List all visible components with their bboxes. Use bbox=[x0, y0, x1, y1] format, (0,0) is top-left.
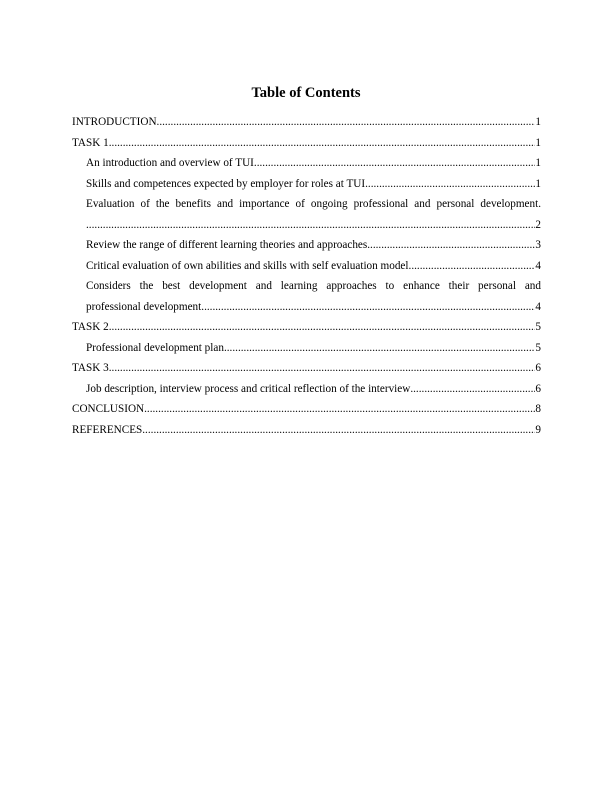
toc-entry-page: 1 bbox=[535, 136, 541, 149]
toc-entry-learning-theories[interactable] bbox=[72, 235, 541, 256]
toc-entry-page: 5 bbox=[535, 321, 541, 333]
toc-entry-task-2[interactable] bbox=[72, 317, 541, 338]
dot-leader bbox=[86, 215, 535, 236]
toc-entry-page: 1 bbox=[535, 157, 541, 169]
toc-entry-label: TASK 3 bbox=[72, 362, 109, 374]
toc-entry-references[interactable] bbox=[72, 420, 541, 441]
toc-entry-introduction[interactable] bbox=[72, 112, 541, 133]
dot-leader bbox=[144, 399, 535, 420]
toc-entry-page: 9 bbox=[535, 423, 541, 436]
toc-entry-skills-competences[interactable] bbox=[72, 174, 541, 195]
toc-entry-page: 2 bbox=[535, 218, 541, 231]
toc-entry-page: 6 bbox=[535, 382, 541, 395]
toc-entry-task-1[interactable] bbox=[72, 133, 541, 154]
dot-leader bbox=[365, 174, 535, 195]
dot-leader bbox=[109, 358, 536, 379]
toc-entry-label: professional development bbox=[86, 300, 202, 313]
toc-entry-conclusion[interactable] bbox=[72, 399, 541, 420]
dot-leader bbox=[109, 133, 536, 154]
toc-entry-label: An introduction and overview of TUI bbox=[86, 157, 254, 169]
toc-entry-task-3[interactable] bbox=[72, 358, 541, 379]
toc-entry-development-plan[interactable] bbox=[72, 338, 541, 359]
toc-entry-page: 8 bbox=[535, 403, 541, 415]
toc-entry-label: Considers the best development and learning approaches to enhance their personal and bbox=[86, 280, 541, 292]
toc-entry-page: 4 bbox=[535, 300, 541, 313]
toc-entry-page: 1 bbox=[535, 116, 541, 128]
toc-entry-label: TASK 2 bbox=[72, 321, 109, 333]
toc-entry-page: 1 bbox=[535, 177, 541, 190]
dot-leader bbox=[224, 338, 535, 359]
toc-entry-label: INTRODUCTION bbox=[72, 116, 157, 128]
dot-leader bbox=[142, 420, 535, 441]
toc-entry-tui-overview[interactable] bbox=[72, 153, 541, 174]
toc-entry-page: 4 bbox=[535, 259, 541, 272]
toc-entry-critical-evaluation[interactable] bbox=[72, 256, 541, 277]
toc-entry-development-approaches-line1[interactable] bbox=[72, 276, 541, 297]
toc-entry-label: CONCLUSION bbox=[72, 403, 145, 415]
toc-entry-evaluation-line1[interactable] bbox=[72, 194, 541, 215]
toc-entry-label: REFERENCES bbox=[72, 423, 143, 436]
toc-entry-label: Critical evaluation of own abilities and skills with self evaluation model bbox=[86, 259, 409, 272]
toc-entry-label: TASK 1 bbox=[72, 136, 109, 149]
toc-entry-development-approaches-line2[interactable] bbox=[72, 297, 541, 318]
toc-entry-evaluation-line2[interactable] bbox=[72, 215, 541, 236]
dot-leader bbox=[254, 153, 536, 174]
toc-entry-label: Job description, interview process and critical reflection of the interview bbox=[86, 382, 411, 395]
toc-entry-label: Skills and competences expected by employer for roles at TUI bbox=[86, 177, 366, 190]
toc-entry-page: 3 bbox=[535, 239, 541, 251]
dot-leader bbox=[410, 379, 535, 400]
dot-leader bbox=[157, 112, 536, 133]
dot-leader bbox=[201, 297, 535, 318]
toc-title: Table of Contents bbox=[251, 85, 361, 101]
toc-entry-label: Evaluation of the benefits and importance of ongoing professional and personal development. bbox=[86, 198, 541, 210]
toc-entry-page: 6 bbox=[535, 362, 541, 374]
toc-entry-job-description[interactable] bbox=[72, 379, 541, 400]
dot-leader bbox=[409, 256, 536, 277]
dot-leader bbox=[109, 317, 536, 338]
toc-entry-label: Professional development plan bbox=[86, 341, 224, 354]
dot-leader bbox=[367, 235, 535, 256]
table-of-contents bbox=[72, 112, 541, 440]
toc-entry-page: 5 bbox=[535, 341, 541, 354]
toc-entry-label: Review the range of different learning theories and approaches bbox=[86, 239, 368, 251]
